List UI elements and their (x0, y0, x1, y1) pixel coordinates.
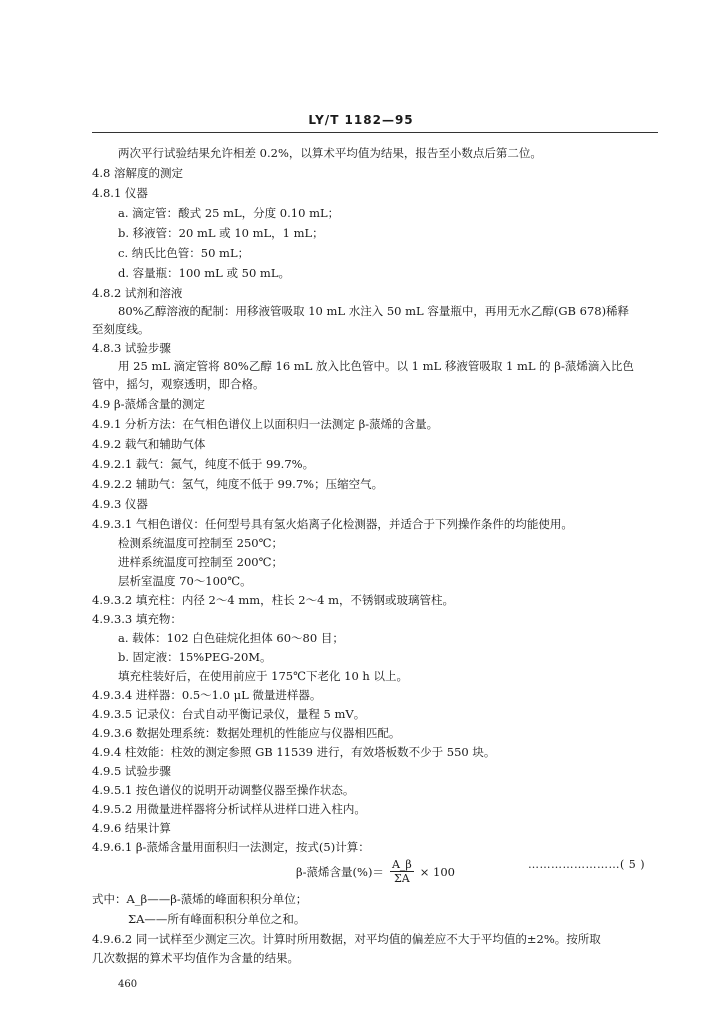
text-line: 层析室温度 70～100℃。 (118, 574, 252, 588)
text-line: 检测系统温度可控制至 250℃； (118, 536, 283, 550)
text-line: 用 25 mL 滴定管将 80%乙醇 16 mL 放入比色管中。以 1 mL 移液管吸取 1 mL 的 β-蒎烯滴入比色 (118, 359, 634, 373)
text-line: 几次数据的算术平均值作为含量的结果。 (92, 951, 299, 965)
text-line: 4.9.5 试验步骤 (92, 764, 171, 778)
text-line: 4.9.3.2 填充柱：内径 2～4 mm，柱长 2～4 m，不锈钢或玻璃管柱。 (92, 593, 454, 607)
text-line: a. 滴定管：酸式 25 mL，分度 0.10 mL； (118, 206, 340, 220)
formula-lhs: β-蒎烯含量(%)＝ (296, 864, 384, 879)
text-line: 4.9.1 分析方法：在气相色谱仪上以面积归一法测定 β-蒎烯的含量。 (92, 417, 439, 431)
formula-fraction (390, 858, 414, 885)
text-line: 4.9.6.2 同一试样至少测定三次。计算时所用数据，对平均值的偏差应不大于平均值的±2%。按所取 (92, 932, 601, 946)
text-line: 80%乙醇溶液的配制：用移液管吸取 10 mL 水注入 50 mL 容量瓶中，再用无水乙醇(GB 678)稀释 (118, 304, 630, 318)
formula-denominator: ΣA (393, 872, 410, 885)
text-line: 管中，摇匀，观察透明，即合格。 (92, 377, 265, 391)
page-number: 460 (118, 979, 138, 990)
text-line: 4.9.3.5 记录仪：台式自动平衡记录仪，量程 5 mV。 (92, 707, 366, 721)
text-line: 4.9.5.2 用微量进样器将分析试样从进样口进入柱内。 (92, 802, 366, 816)
equation-number: ……………………( 5 ) (528, 858, 646, 871)
text-line: ΣA——所有峰面积积分单位之和。 (128, 912, 306, 926)
text-line: 4.8.3 试验步骤 (92, 341, 171, 355)
text-line: 4.9.3.4 进样器：0.5～1.0 μL 微量进样器。 (92, 688, 322, 702)
text-line: 式中：A_β——β-蒎烯的峰面积积分单位； (92, 892, 308, 906)
text-line: 4.8 溶解度的测定 (92, 166, 183, 180)
text-line: 4.9 β-蒎烯含量的测定 (92, 397, 205, 411)
text-line: a. 载体：102 白色硅烷化担体 60～80 目； (118, 631, 344, 645)
text-line: b. 固定液：15%PEG-20M。 (118, 650, 272, 664)
text-line: 4.8.2 试剂和溶液 (92, 286, 183, 300)
text-line: 4.9.3.6 数据处理系统：数据处理机的性能应与仪器相匹配。 (92, 726, 401, 740)
text-line: b. 移液管：20 mL 或 10 mL，1 mL； (118, 226, 324, 240)
text-line: 4.9.2.1 载气：氮气，纯度不低于 99.7%。 (92, 457, 315, 471)
formula-5 (296, 858, 455, 885)
text-line: 4.9.3.3 填充物： (92, 612, 182, 626)
text-line: 4.8.1 仪器 (92, 186, 148, 200)
text-line: 4.9.3 仪器 (92, 497, 148, 511)
text-line: 4.9.3.1 气相色谱仪：任何型号具有氢火焰离子化检测器，并适合于下列操作条件的均能使用。 (92, 517, 573, 531)
text-line: 填充柱装好后，在使用前应于 175℃下老化 10 h 以上。 (118, 669, 408, 683)
text-line: 4.9.2.2 辅助气：氢气，纯度不低于 99.7%；压缩空气。 (92, 477, 384, 491)
text-line: 至刻度线。 (92, 322, 150, 336)
text-line: 4.9.6.1 β-蒎烯含量用面积归一法测定，按式(5)计算： (92, 840, 370, 854)
formula-rhs: × 100 (419, 864, 455, 879)
document-header: LY/T 1182—95 (308, 113, 414, 127)
text-line: c. 纳氏比色管：50 mL； (118, 246, 250, 260)
text-line: 进样系统温度可控制至 200℃； (118, 555, 283, 569)
text-line: 4.9.4 柱效能：柱效的测定参照 GB 11539 进行，有效塔板数不少于 550 块。 (92, 745, 496, 759)
text-line: 两次平行试验结果允许相差 0.2%，以算术平均值为结果，报告至小数点后第二位。 (118, 146, 542, 160)
formula-numerator: A_β (391, 858, 412, 871)
header-rule (92, 132, 658, 133)
text-line: 4.9.6 结果计算 (92, 821, 171, 835)
text-line: 4.9.2 载气和辅助气体 (92, 437, 206, 451)
text-line: 4.9.5.1 按色谱仪的说明开动调整仪器至操作状态。 (92, 783, 355, 797)
text-line: d. 容量瓶：100 mL 或 50 mL。 (118, 266, 290, 280)
